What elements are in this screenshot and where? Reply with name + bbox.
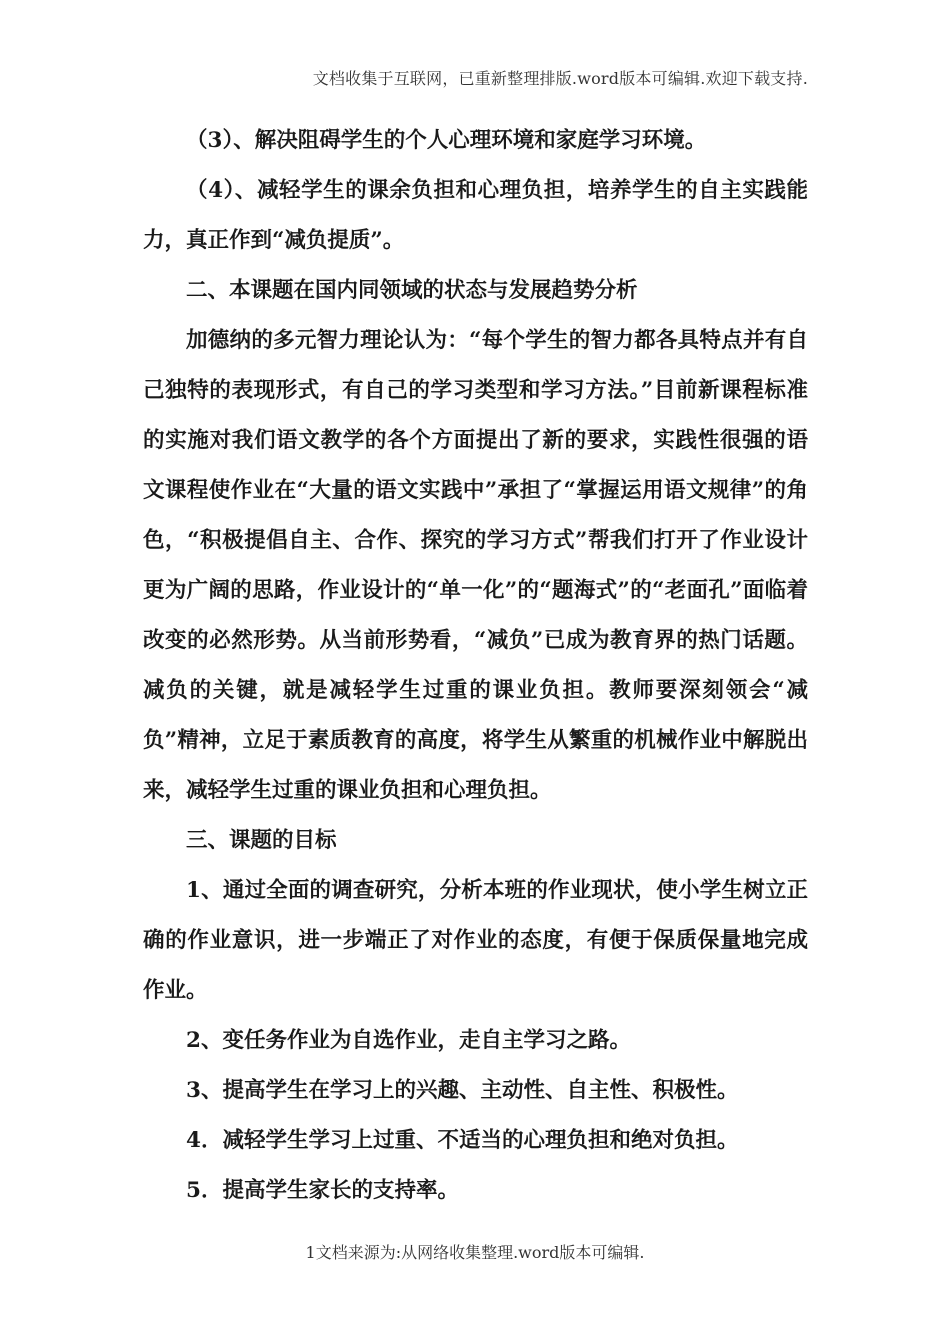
- page-footer-note: 1文档来源为:从网络收集整理.word版本可编辑.: [305, 1243, 645, 1262]
- objective-item-3: （3）、解决阻碍学生的个人心理环境和家庭学习环境。: [186, 128, 707, 153]
- section-heading-3: 三、课题的目标: [186, 828, 337, 853]
- goal-item-4: 4．减轻学生学习上过重、不适当的心理负担和绝对负担。: [186, 1128, 739, 1153]
- page-header-note: 文档收集于互联网，已重新整理排版.word版本可编辑.欢迎下载支持.: [312, 69, 808, 88]
- section-heading-2: 二、本课题在国内同领域的状态与发展趋势分析: [186, 278, 638, 303]
- goal-item-2: 2、变任务作业为自选作业，走自主学习之路。: [186, 1028, 631, 1053]
- analysis-paragraph: 加德纳的多元智力理论认为：“每个学生的智力都各具特点并有自己独特的表现形式，有自己的学习类型和学习方法。”目前新课程标准的实施对我们语文教学的各个方面提出了新的要求，实践性很强的语文课程使作业在“大量的语文实践中”承担了“掌握运用语文规律”的角色，“积极提倡自主、合作、探究的学习方式”帮我们打开了作业设计更为广阔的思路，作业设计的“单一化”的“题海式”的“老面孔”面临着改变的必然形势。从当前形势看，“减负”已成为教育界的热门话题。减负的关键，就是减轻学生过重的课业负担。教师要深刻领会“减负”精神，立足于素质教育的高度，将学生从繁重的机械作业中解脱出来，减轻学生过重的课业负担和心理负担。: [143, 328, 808, 803]
- objective-item-4: （4）、减轻学生的课余负担和心理负担，培养学生的自主实践能力，真正作到“减负提质”。: [143, 178, 808, 253]
- document-body: [143, 116, 808, 1216]
- goal-item-1: 1、通过全面的调查研究，分析本班的作业现状，使小学生树立正确的作业意识，进一步端正了对作业的态度，有便于保质保量地完成作业。: [143, 878, 808, 1003]
- goal-item-3: 3、提高学生在学习上的兴趣、主动性、自主性、积极性。: [186, 1078, 739, 1103]
- goal-item-5: 5．提高学生家长的支持率。: [186, 1178, 459, 1203]
